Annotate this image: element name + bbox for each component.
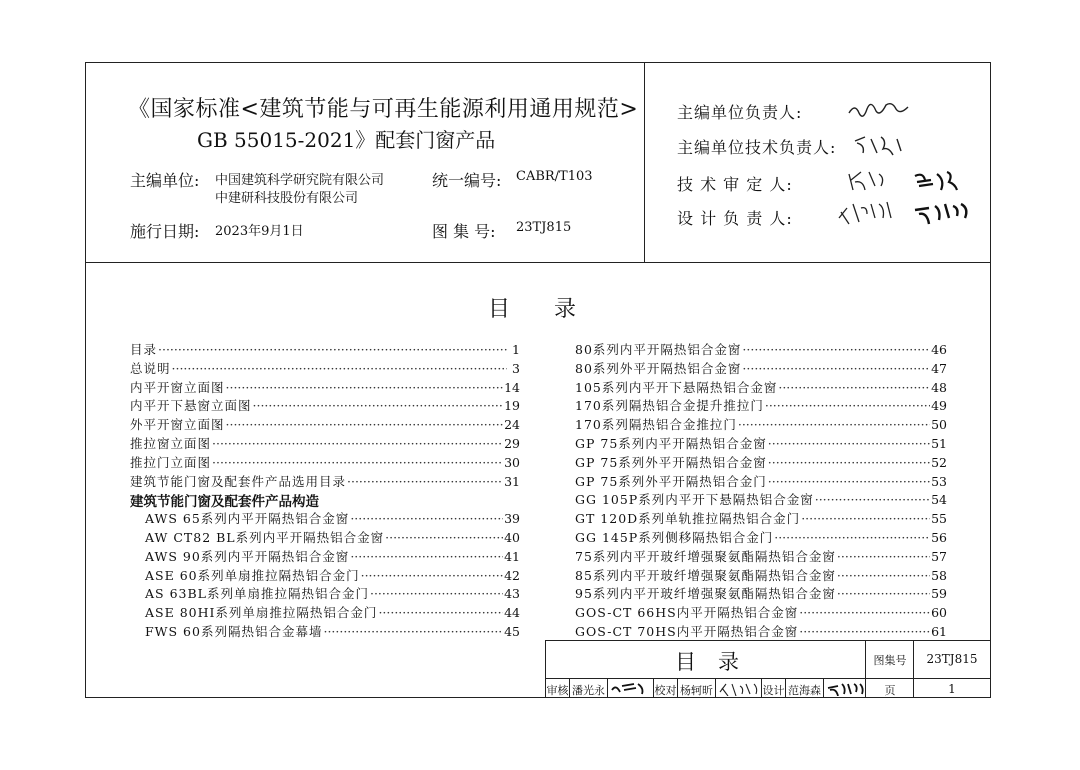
toc-entry-text: ASE 60系列单扇推拉隔热铝合金门 [145,567,360,583]
toc-entry[interactable] [575,340,947,359]
document-title-line2: GB 55015-2021》配套门窗产品 [197,128,496,152]
toc-section-heading: 建筑节能门窗及配套件产品构造 [130,494,319,511]
toc-entry[interactable] [575,547,947,566]
toc-entry-text: GP 75系列外平开隔热铝合金门 [575,473,767,489]
toc-entry-page: 14 [504,379,520,395]
review-name: 潘光永 [572,684,605,697]
toc-entry-text: AS 63BL系列单扇推拉隔热铝合金门 [145,586,369,602]
toc-entry[interactable] [575,566,947,585]
document-title-line1: 《国家标准<建筑节能与可再生能源利用通用规范> [128,97,639,122]
toc-leader-dots [799,605,930,620]
toc-entry[interactable] [575,378,947,397]
toc-leader-dots [837,586,930,601]
toc-entry-page: 53 [931,473,947,489]
toc-entry-text: GP 75系列内平开隔热铝合金窗 [575,435,767,451]
toc-leader-dots [742,361,930,376]
toc-entry-page: 45 [504,623,520,639]
toc-entry[interactable] [130,472,520,491]
toc-entry[interactable] [575,434,947,453]
toc-entry-page: 48 [931,379,947,395]
toc-leader-dots [361,568,503,583]
toc-entry-text: 170系列隔热铝合金提升推拉门 [575,398,764,414]
toc-entry-text: 目录 [130,342,158,357]
toc-entry[interactable] [130,359,520,378]
toc-leader-dots [350,549,503,564]
toc-entry-text: 85系列内平开玻纤增强聚氨酯隔热铝合金窗 [575,567,836,583]
page-value: 1 [948,682,956,696]
review-label: 审核 [546,684,569,697]
toc-leader-dots [347,474,503,489]
toc-entry[interactable] [130,378,520,397]
toc-leader-dots [768,474,930,489]
editor-label: 主编单位: [130,171,200,190]
toc-leader-dots [801,511,930,526]
toc-entry-text: GOS-CT 70HS内平开隔热铝合金窗 [575,623,799,639]
toc-entry-page: 43 [504,586,520,602]
toc-leader-dots [370,586,503,601]
toc-leader-dots [738,417,930,432]
title-block-divider [913,640,914,698]
toc-leader-dots [768,436,930,451]
toc-entry-page: 49 [931,398,947,414]
toc-entry-page: 56 [931,529,947,545]
design-name: 范海森 [788,684,821,697]
toc-entry-text: GG 145P系列侧移隔热铝合金门 [575,529,774,545]
toc-entry[interactable] [130,584,520,603]
title-block-divider [607,678,608,698]
editor-org-2: 中建研科技股份有限公司 [215,191,359,206]
toc-entry-page: 59 [931,586,947,602]
toc-entry[interactable] [130,453,520,472]
toc-entry[interactable] [575,359,947,378]
review-signature [610,682,650,699]
toc-entry[interactable] [130,340,520,359]
toc-leader-dots [212,455,503,470]
toc-entry-page: 51 [931,435,947,451]
toc-entry-text: 95系列内平开玻纤增强聚氨酯隔热铝合金窗 [575,586,836,602]
toc-leader-dots [350,511,503,526]
atlas-label: 图 集 号: [432,222,496,241]
toc-entry[interactable] [575,472,947,491]
title-block-main: 目录 [675,650,761,674]
toc-entry-page: 29 [504,435,520,451]
toc-leader-dots [837,568,930,583]
toc-entry-text: AW CT82 BL系列内平开隔热铝合金窗 [145,529,385,545]
toc-leader-dots [226,380,504,395]
signature-chief-unit-head [845,99,915,126]
toc-entry-page: 44 [504,605,520,621]
signature-design-lead [835,200,975,235]
toc-entry-text: AWS 90系列内平开隔热铝合金窗 [145,548,350,564]
design-label: 设计 [762,684,785,697]
toc-entry[interactable] [575,453,947,472]
page-label: 页 [884,684,896,697]
toc-entry-page: 31 [504,473,520,489]
toc-leader-dots [815,492,930,507]
toc-entry[interactable] [575,509,947,528]
toc-entry-text: FWS 60系列隔热铝合金幕墙 [145,623,323,639]
toc-leader-dots [765,398,930,413]
toc-leader-dots [253,398,504,413]
toc-entry-text: 外平开窗立面图 [130,417,225,433]
editor-org-1: 中国建筑科学研究院有限公司 [215,173,385,188]
role-design-lead: 设 计 负 责 人: [677,209,793,228]
toc-leader-dots [378,605,503,620]
toc-entry[interactable] [130,547,520,566]
toc-entry-text: 内平开窗立面图 [130,379,225,395]
toc-entry[interactable] [130,622,520,641]
toc-entry-text: 75系列内平开玻纤增强聚氨酯隔热铝合金窗 [575,548,836,564]
toc-entry[interactable] [130,396,520,415]
toc-entry-text: 170系列隔热铝合金推拉门 [575,417,737,433]
toc-entry-text: GOS-CT 66HS内平开隔热铝合金窗 [575,605,799,621]
toc-entry-text: ASE 80HI系列单扇推拉隔热铝合金门 [145,605,378,621]
date-label: 施行日期: [130,222,200,241]
toc-leader-dots [774,530,930,545]
toc-leader-dots [768,455,930,470]
toc-entry-text: 推拉门立面图 [130,454,212,470]
toc-entry[interactable] [130,434,520,453]
toc-entry[interactable] [575,584,947,603]
toc-entry-text: 内平开下悬窗立面图 [130,398,252,414]
check-signature [718,682,758,699]
toc-entry-page: 1 [512,342,520,357]
design-signature [826,682,864,699]
atlas-value: 23TJ815 [516,220,572,235]
toc-entry-page: 42 [504,567,520,583]
toc-entry-text: GT 120D系列单轨推拉隔热铝合金门 [575,511,801,527]
toc-entry[interactable] [130,415,520,434]
toc-leader-dots [226,417,504,432]
code-value: CABR/T103 [516,169,593,184]
toc-entry-text: AWS 65系列内平开隔热铝合金窗 [145,511,350,527]
toc-entry-page: 54 [931,492,947,508]
toc-entry-page: 24 [504,417,520,433]
toc-leader-dots [158,342,507,357]
toc-leader-dots [172,361,507,376]
role-chief-unit-head: 主编单位负责人: [677,103,803,122]
toc-entry-page: 58 [931,567,947,583]
role-chief-tech-head: 主编单位技术负责人: [677,138,837,157]
title-block-divider [823,678,824,698]
toc-entry-text: 105系列内平开下悬隔热铝合金窗 [575,379,778,395]
toc-entry-page: 47 [931,360,947,376]
toc-leader-dots [799,624,930,639]
header-divider [85,262,991,263]
toc-entry-page: 30 [504,454,520,470]
toc-entry-page: 40 [504,529,520,545]
toc-entry[interactable] [130,528,520,547]
toc-entry[interactable] [575,528,947,547]
title-block-divider [865,640,866,698]
toc-entry[interactable] [130,509,520,528]
toc-entry-page: 50 [931,417,947,433]
toc-entry-page: 19 [504,398,520,414]
toc-entry-text: 80系列内平开隔热铝合金窗 [575,342,742,357]
toc-entry[interactable] [130,566,520,585]
title-block-divider [715,678,716,698]
signature-tech-reviewer [845,168,975,201]
toc-entry-page: 61 [931,623,947,639]
toc-entry[interactable] [575,622,947,641]
toc-leader-dots [385,530,503,545]
toc-entry[interactable] [575,415,947,434]
toc-entry[interactable] [575,490,947,509]
toc-entry-page: 3 [512,360,520,376]
toc-entry[interactable] [130,603,520,622]
signature-chief-tech-head [850,133,910,162]
title-block [545,640,991,698]
toc-entry-text: GG 105P系列内平开下悬隔热铝合金窗 [575,492,814,508]
check-name: 杨轲昕 [680,684,713,697]
date-value: 2023年9月1日 [215,224,304,239]
toc-entry-text: GP 75系列外平开隔热铝合金窗 [575,454,767,470]
toc-entry-page: 41 [504,548,520,564]
toc-entry-page: 55 [931,511,947,527]
toc-entry-page: 60 [931,605,947,621]
toc-entry[interactable] [575,396,947,415]
toc-entry-page: 46 [931,342,947,357]
title-block-divider [545,678,991,679]
toc-title: 目录 [488,297,621,322]
check-label: 校对 [654,684,677,697]
toc-leader-dots [837,549,930,564]
code-label: 统一编号: [432,171,502,190]
title-block-atlas-label: 图集号 [873,654,907,667]
header-vertical-divider [644,62,645,262]
toc-leader-dots [323,624,503,639]
toc-entry-text: 80系列外平开隔热铝合金窗 [575,360,742,376]
toc-entry-page: 39 [504,511,520,527]
toc-entry-text: 总说明 [130,360,171,376]
toc-leader-dots [778,380,930,395]
toc-entry-text: 推拉窗立面图 [130,435,212,451]
role-tech-reviewer: 技 术 审 定 人: [677,175,793,194]
toc-entry-text: 建筑节能门窗及配套件产品选用目录 [130,473,347,489]
title-block-atlas-value: 23TJ815 [926,652,978,666]
toc-right-column [575,340,947,641]
toc-entry-page: 52 [931,454,947,470]
toc-leader-dots [212,436,503,451]
toc-entry[interactable] [575,603,947,622]
toc-entry-page: 57 [931,548,947,564]
toc-leader-dots [742,342,930,357]
toc-left-column [130,340,520,641]
